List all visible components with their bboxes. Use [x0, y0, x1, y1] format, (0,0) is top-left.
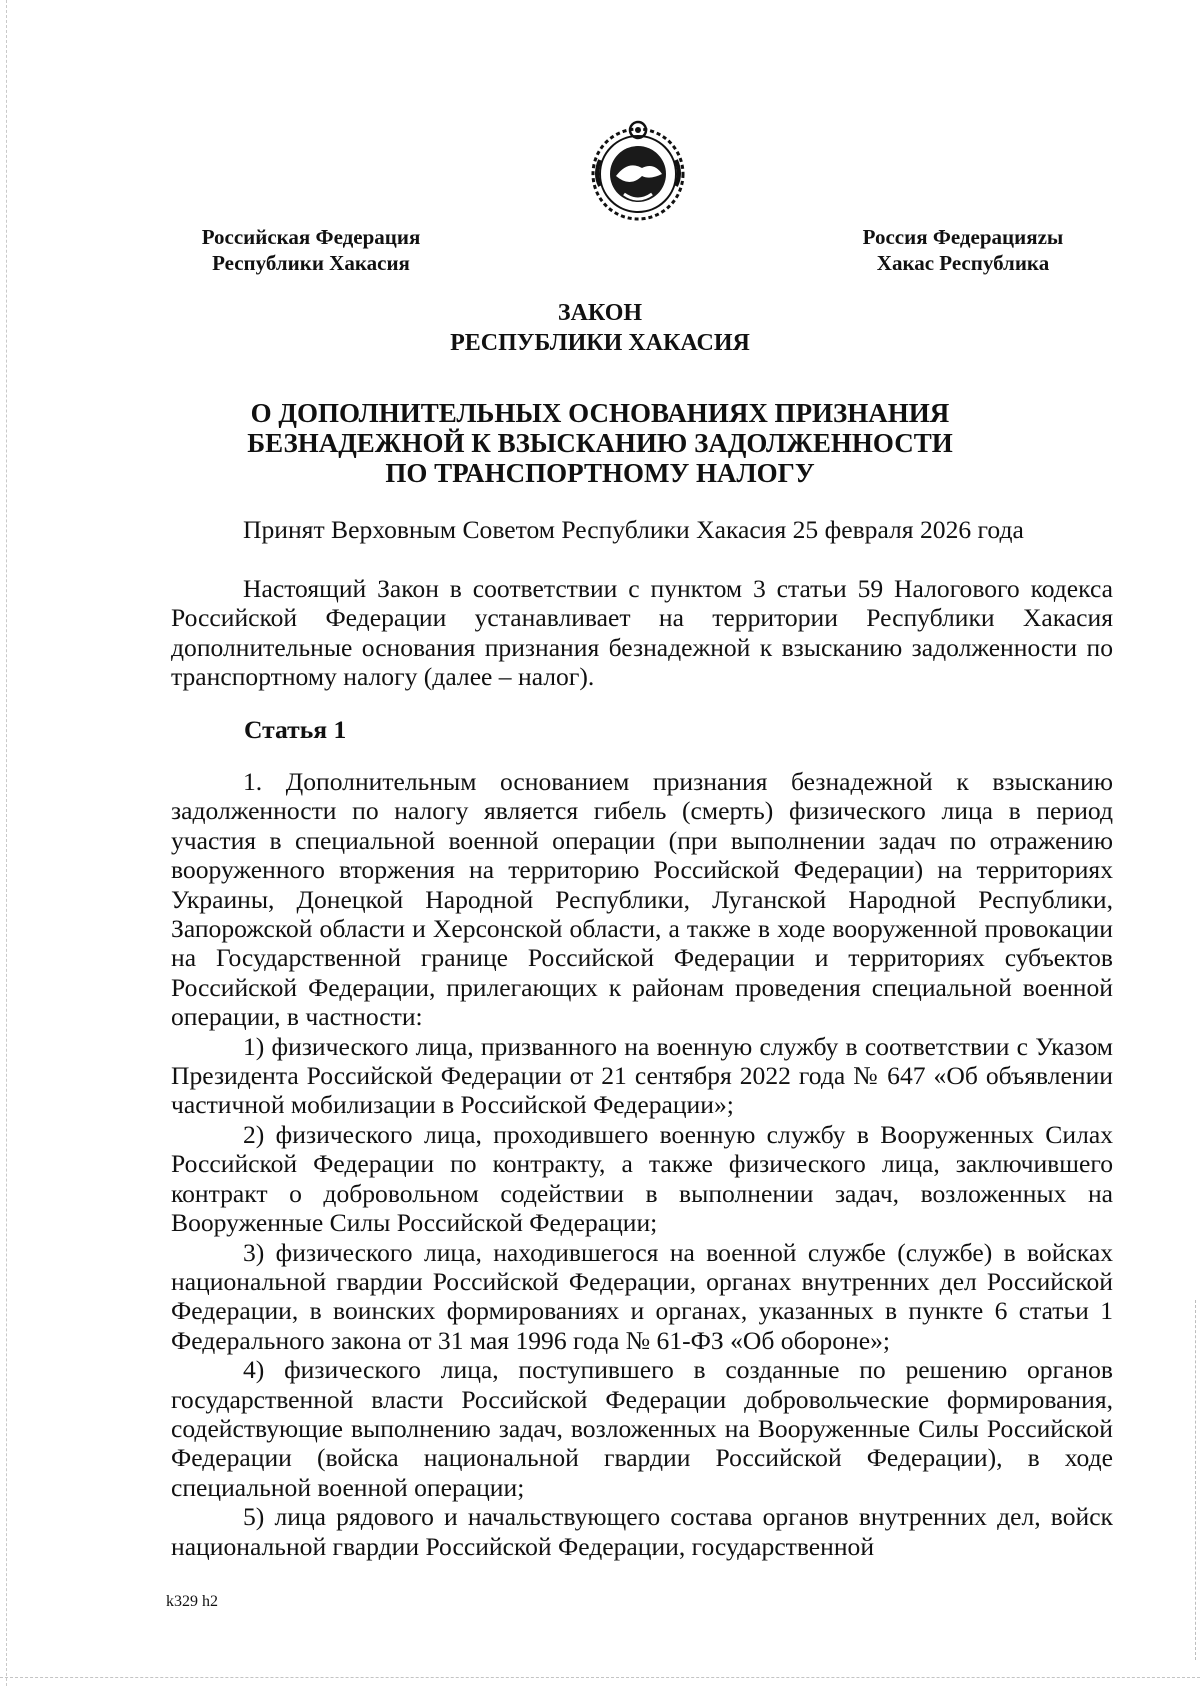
article-1-item-1: 1) физического лица, призванного на военную службу в соответствии с Указом Президента Российской Федерации от 21 сентября 2022 года № 647 «Об объявлении частичной мобилизации в Российской Федерации»;: [171, 1031, 1113, 1120]
law-title-line2: РЕСПУБЛИКИ ХАКАСИЯ: [450, 330, 750, 356]
law-title: [0, 298, 1200, 358]
header-left-line2: Республики Хакасия: [212, 251, 410, 275]
scan-edge-bottom: [0, 1677, 1200, 1678]
law-subject-line2: БЕЗНАДЕЖНОЙ К ВЗЫСКАНИЮ ЗАДОЛЖЕННОСТИ: [247, 428, 953, 458]
header-right-line2: Хакас Республика: [876, 251, 1050, 275]
article-1-item-2: 2) физического лица, проходившего военную службу в Вооруженных Силах Российской Федерации по контракту, а также физического лица, заключившего контракт о добровольном содействии в выполнении задач, возложенных на Вооруженные Силы Российской Федерации;: [171, 1119, 1113, 1238]
header-left-block: [166, 224, 456, 276]
header-right-block: [838, 224, 1088, 276]
document-code: k329 h2: [166, 1593, 218, 1610]
law-subject-line1: О ДОПОЛНИТЕЛЬНЫХ ОСНОВАНИЯХ ПРИЗНАНИЯ: [250, 398, 950, 428]
header-right-line1: Россия Федерацияzы: [862, 225, 1064, 249]
adoption-statement: Принят Верховным Советом Республики Хакасия 25 февраля 2026 года: [243, 515, 1024, 544]
article-1-paragraph: 1. Дополнительным основанием признания безнадежной к взысканию задолженности по налогу является гибель (смерть) физического лица в период участия в специальной военной операции (при выполнении задач по отражению вооруженного вторжения на территорию Российской Федерации) на территориях Украины, Донецкой Народной Республики, Луганской Народной Республики, Запорожской области и Херсонской области, а также в ходе вооруженной провокации на Государственной границе Российской Федерации и территориях субъектов Российской Федерации, прилегающих к районам проведения специальной военной операции, в частности:: [171, 767, 1113, 1032]
article-1-item-5: 5) лица рядового и начальствующего состава органов внутренних дел, войск национальной гвардии Российской Федерации, государственной: [171, 1502, 1113, 1561]
law-subject-title: [0, 398, 1200, 488]
coat-of-arms-emblem: [586, 116, 690, 226]
preamble-paragraph: Настоящий Закон в соответствии с пунктом 3 статьи 59 Налогового кодекса Российской Федерации устанавливает на территории Республики Хакасия дополнительные основания признания безнадежной к взысканию задолженности по транспортному налогу (далее – налог).: [171, 574, 1113, 692]
scan-edge-right: [1195, 1300, 1196, 1660]
law-title-line1: ЗАКОН: [557, 300, 643, 326]
article-1-heading: Статья 1: [244, 715, 347, 744]
header-left-line1: Российская Федерация: [201, 225, 421, 249]
scan-edge-left: [6, 0, 7, 1686]
article-1-item-3: 3) физического лица, находившегося на военной службе (службе) в войсках национальной гвардии Российской Федерации, органах внутренних дел Российской Федерации, в воинских формированиях и органах, указанных в пункте 6 статьи 1 Федерального закона от 31 мая 1996 года № 61-ФЗ «Об обороне»;: [171, 1237, 1113, 1355]
law-subject-line3: ПО ТРАНСПОРТНОМУ НАЛОГУ: [385, 458, 815, 488]
article-1-body: [171, 767, 1113, 1561]
article-1-item-4: 4) физического лица, поступившего в созданные по решению органов государственной власти Российской Федерации добровольческие формирования, содействующие выполнению задач, возложенных на Вооруженные Силы Российской Федерации (войска национальной гвардии Российской Федерации), в ходе специальной военной операции;: [171, 1355, 1113, 1502]
